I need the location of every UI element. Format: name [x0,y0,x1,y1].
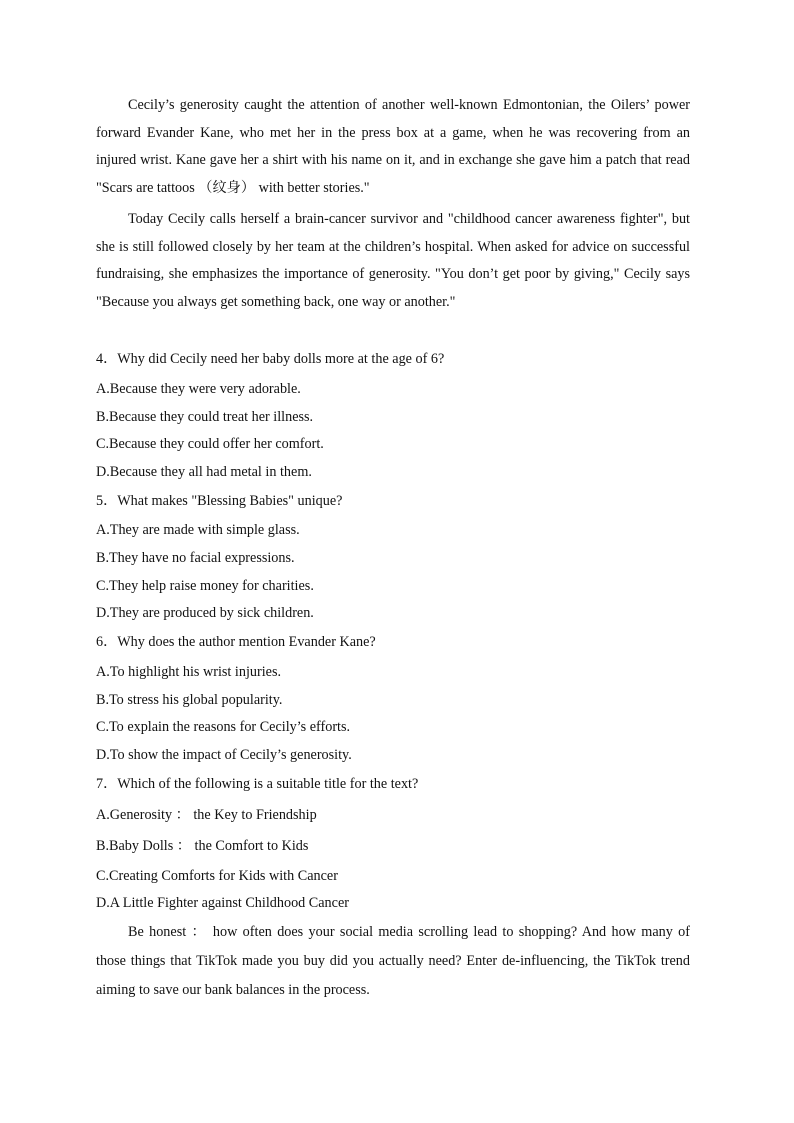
next-passage-paragraph: Be honest ： how often does your social media scrolling lead to shopping? And how many of those things that TikTok made you buy did you actually need? Enter de-influencing, the TikTok trend aiming to save our bank balances in the process. [96,924,690,998]
question-option-c: C.To explain the reasons for Cecily’s efforts. [96,719,351,735]
question-option-d: D.A Little Fighter against Childhood Cancer [96,895,349,911]
question-option-a: A.They are made with simple glass. [96,522,300,538]
passage-paragraph-2: Today Cecily calls herself a brain-cancer survivor and "childhood cancer awareness fighter", but she is still followed closely by her team at the children’s hospital. When asked for advice on successful fundraising, she emphasizes the importance of generosity. "You don’t get poor by giving," Cecily says "Because you always get something back, one way or another." [96,211,690,310]
question-option-c: C.Creating Comforts for Kids with Cancer [96,868,338,884]
question-option-a: A.Because they were very adorable. [96,381,301,397]
question-stem: 6．Why does the author mention Evander Kane? [96,634,376,650]
question-stem: 7．Which of the following is a suitable title for the text? [96,776,419,792]
question-stem: 5．What makes "Blessing Babies" unique? [96,493,343,509]
question-option-c: C.They help raise money for charities. [96,578,314,594]
passage-paragraph-1: Cecily’s generosity caught the attention of another well-known Edmontonian, the Oilers’ power forward Evander Kane, who met her in the press box at a game, when he was recovering from an injured wrist. Kane gave her a shirt with his name on it, and in exchange she gave him a patch that read "Scars are tattoos （纹身） with better stories." [96,97,690,196]
question-option-a: A.Generosity ： the Key to Friendship [96,807,317,823]
question-option-a: A.To highlight his wrist injuries. [96,664,282,680]
question-option-b: B.To stress his global popularity. [96,692,283,708]
question-option-b: B.They have no facial expressions. [96,550,295,566]
question-option-c: C.Because they could offer her comfort. [96,436,324,452]
question-option-b: B.Baby Dolls ： the Comfort to Kids [96,838,309,854]
question-option-d: D.To show the impact of Cecily’s generosity. [96,747,352,763]
question-stem: 4．Why did Cecily need her baby dolls more at the age of 6? [96,351,445,367]
question-option-d: D.Because they all had metal in them. [96,464,312,480]
question-option-b: B.Because they could treat her illness. [96,409,314,425]
question-option-d: D.They are produced by sick children. [96,605,314,621]
